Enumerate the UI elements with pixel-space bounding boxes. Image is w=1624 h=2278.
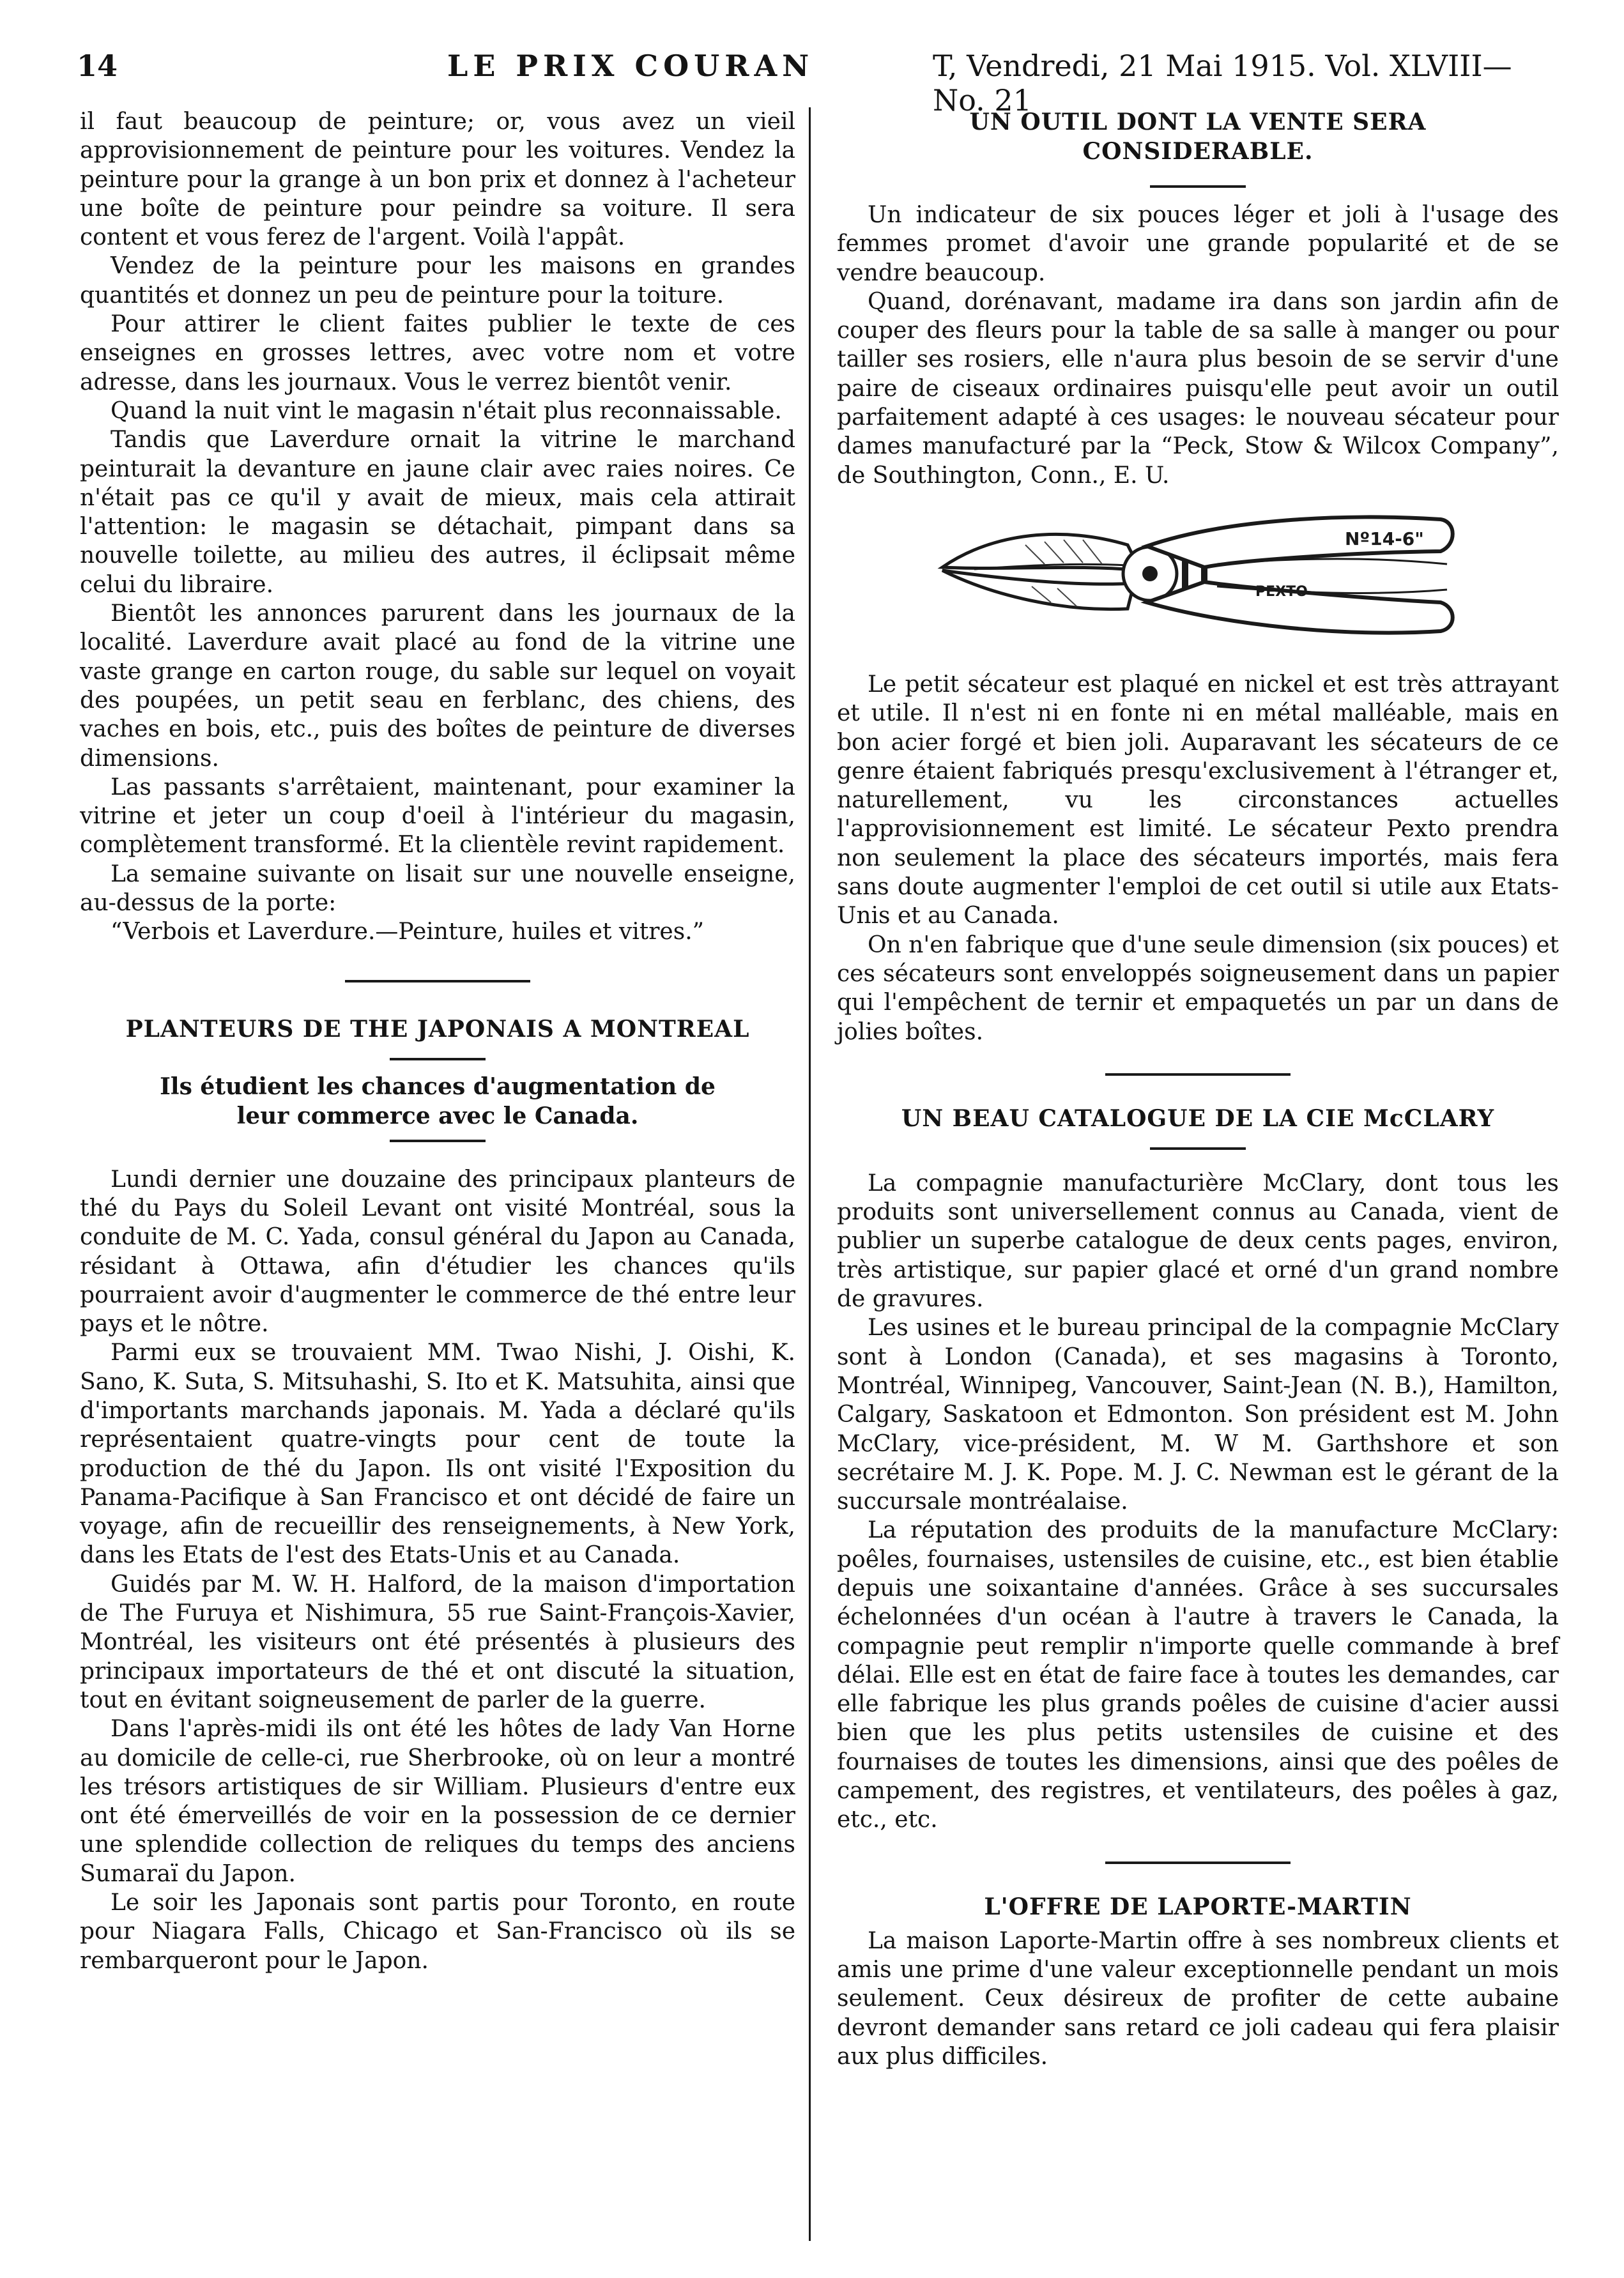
title-rule [1150,1147,1246,1150]
paragraph: La réputation des produits de la manufacture McClary: poêles, fournaises, ustensiles de cuisine, etc., est bien établie depuis une soixantaine d'années. Grâce à ses succursales échelonnées d'un océan à l'autre à travers le Canada, la compagnie peut remplir n'importe quelle commande à bref délai. Elle est en état de faire face à toutes les demandes, car elle fabrique les plus grands poêles de cuisine d'acier aussi bien que les plus petits ustensiles de cuisine et des fournaises de toutes les dimensions, ainsi que des poêles de campement, des registres, et ventilateurs, des poêles à gaz, etc., etc. [837,1517,1559,1833]
paragraph: Guidés par M. W. H. Halford, de la maison d'importation de The Furuya et Nishimura, 55 rue Saint-François-Xavier, Montréal, les visiteurs ont été présentés à plusieurs des principaux importateurs de thé et ont discuté la situation, tout en évitant soigneusement de parler de la guerre. [80,1571,795,1713]
brand-label: PEXTO [1255,583,1308,600]
paragraph: Le petit sécateur est plaqué en nickel et est très attrayant et utile. Il n'est ni en fonte ni en métal malléable, mais en bon acier forgé et bien joli. Auparavant les sécateurs de ce genre étaient fabriqués presqu'exclusivement à l'étranger et, naturellement, vu les circonstances actuelles l'approvisionnement est limité. Le sécateur Pexto prendra non seulement la place des sécateurs importés, mais fera sans doute augmenter l'emploi de cet outil si utile aux Etats-Unis et au Canada. [837,671,1559,929]
paragraph: il faut beaucoup de peinture; or, vous avez un vieil approvisionnement de peinture pour les voitures. Vendez la peinture pour la grange à un bon prix et donnez à l'acheteur une boîte de peinture pour peindre sa voiture. Il sera content et vous ferez de l'argent. Voilà l'appât. [80,109,795,251]
paragraph: Quand, dorénavant, madame ira dans son jardin afin de couper des fleurs pour la table de sa salle à manger ou pour tailler ses rosiers, elle n'aura plus besoin de se servir d'une paire de ciseaux ordinaires puisqu'elle peut avoir un outil parfaitement adapté à ces usages: le nouveau sécateur pour dames manufacturé par la “Peck, Stow & Wilcox Company”, de Southington, Conn., E. U. [837,288,1559,489]
running-title-left: LE PRIX COURAN [447,49,815,83]
paragraph: Las passants s'arrêtaient, maintenant, pour examiner la vitrine et jeter un coup d'oeil à l'intérieur du magasin, complètement transformé. Et la clientèle revint rapidement. [80,774,795,859]
paragraph: La maison Laporte-Martin offre à ses nombreux clients et amis une prime d'une valeur exceptionnelle pendant un mois seulement. Ceux désireux de profiter de cette aubaine devront demander sans retard ce joli cadeau qui fera plaisir aux plus difficiles. [837,1927,1559,2070]
paragraph: “Verbois et Laverdure.—Peinture, huiles et vitres.” [111,919,705,945]
title-rule [390,1058,486,1060]
paragraph: Pour attirer le client faites publier le texte de ces enseignes en grosses lettres, avec votre nom et votre adresse, dans les journaux. Vous le verrez bientôt venir. [80,311,795,395]
paragraph: Les usines et le bureau principal de la compagnie McClary sont à London (Canada), et ses magasins à Toronto, Montréal, Winnipeg, Vancouver, Saint-Jean (N. B.), Hamilton, Calgary, Saskatoon et Edmonton. Son président est M. John McClary, vice-président, M. W M. Garthshore et son secrétaire M. J. K. Pope. M. J. C. Newman est le gérant de la succursale montréalaise. [837,1315,1559,1515]
paragraph: On n'en fabrique que d'une seule dimension (six pouces) et ces sécateurs sont enveloppés soigneusement dans un papier qui l'empêchent de ternir et empaquetés un par un dans de jolies boîtes. [837,931,1559,1045]
paragraph: Tandis que Laverdure ornait la vitrine le marchand peinturait la devanture en jaune clair avec raies noires. Ce n'était pas ce qu'il y avait de mieux, mais cela attirait l'attention: le magasin se détachait, pimpant dans sa nouvelle toilette, au milieu des autres, il éclipsait même celui du libraire. [80,427,795,598]
section-rule [1105,1073,1291,1076]
paragraph: La compagnie manufacturière McClary, dont tous les produits sont universellement connus au Canada, vient de publier un superbe catalogue de deux cents pages, environ, très artistique, sur papier glacé et orné d'un grand nombre de gravures. [837,1170,1559,1313]
paragraph: Parmi eux se trouvaient MM. Twao Nishi, J. Oishi, K. Sano, K. Suta, S. Mitsuhashi, S. Ito et K. Matsuhita, ainsi que d'importants marchands japonais. M. Yada a déclaré qu'ils représentaient quatre-vingts pour cent de toute la production de thé du Japon. Ils ont visité l'Exposition du Panama-Pacifique à San Francisco et ont décidé de faire un voyage, afin de recueillir des renseignements, à New York, dans les Etats de l'est des Etats-Unis et au Canada. [80,1340,795,1569]
article-subtitle-planteurs: Ils étudient les chances d'augmentation de leur commerce avec le Canada. [160,1073,716,1129]
subtitle-rule [390,1140,486,1142]
section-rule [345,980,530,982]
paragraph: La semaine suivante on lisait sur une nouvelle enseigne, au-dessus de la porte: [80,860,795,917]
article-title-planteurs: PLANTEURS DE THE JAPONAIS A MONTREAL [125,1015,750,1043]
pruning-shears-icon [936,507,1460,647]
column-divider [809,107,811,2241]
page-header [77,49,1514,118]
section-rule [1105,1861,1291,1864]
paragraph: Lundi dernier une douzaine des principaux planteurs de thé du Pays du Soleil Levant ont visité Montréal, sous la conduite de M. C. Yada, consul général du Japon au Canada, résidant à Ottawa, afin d'étudier les chances qu'ils pourraient avoir d'augmenter le commerce de thé entre leur pays et le nôtre. [80,1166,795,1338]
article-title-outil: UN OUTIL DONT LA VENTE SERA CONSIDERABLE. [969,109,1427,165]
running-title-right: T, Vendredi, 21 Mai 1915. Vol. XLVIII—No. 21 [933,49,1512,118]
paragraph: Quand la nuit vint le magasin n'était plus reconnaissable. [111,397,782,424]
right-column [837,107,1559,2071]
paragraph: Un indicateur de six pouces léger et joli à l'usage des femmes promet d'avoir une grande popularité et de se vendre beaucoup. [837,202,1559,286]
article-title-mcclary: UN BEAU CATALOGUE DE LA CIE McCLARY [901,1105,1495,1132]
left-column [80,107,795,1975]
page-number: 14 [77,49,118,83]
paragraph: Vendez de la peinture pour les maisons en grandes quantités et donnez un peu de peinture pour la toiture. [80,253,795,309]
article-title-laporte: L'OFFRE DE LAPORTE-MARTIN [984,1893,1412,1920]
title-rule [1150,185,1246,188]
paragraph: Le soir les Japonais sont partis pour Toronto, en route pour Niagara Falls, Chicago et San-Francisco où ils se rembarqueront pour le Japon. [80,1890,795,1974]
paragraph: Dans l'après-midi ils ont été les hôtes de lady Van Horne au domicile de celle-ci, rue Sherbrooke, où on leur a montré les trésors artistiques de sir William. Plusieurs d'entre eux ont été émerveillés de voir en la possession de ce dernier une splendide collection de reliques du temps des anciens Sumaraï du Japon. [80,1716,795,1887]
paragraph: Bientôt les annonces parurent dans les journaux de la localité. Laverdure avait placé au fond de la vitrine une vaste grange en carton rouge, du sable sur lequel on voyait des poupées, un petit seau en ferblanc, des chiens, des vaches en bois, etc., puis des boîtes de peinture de diverses dimensions. [80,600,795,772]
model-label: Nº14-6" [1345,528,1424,549]
